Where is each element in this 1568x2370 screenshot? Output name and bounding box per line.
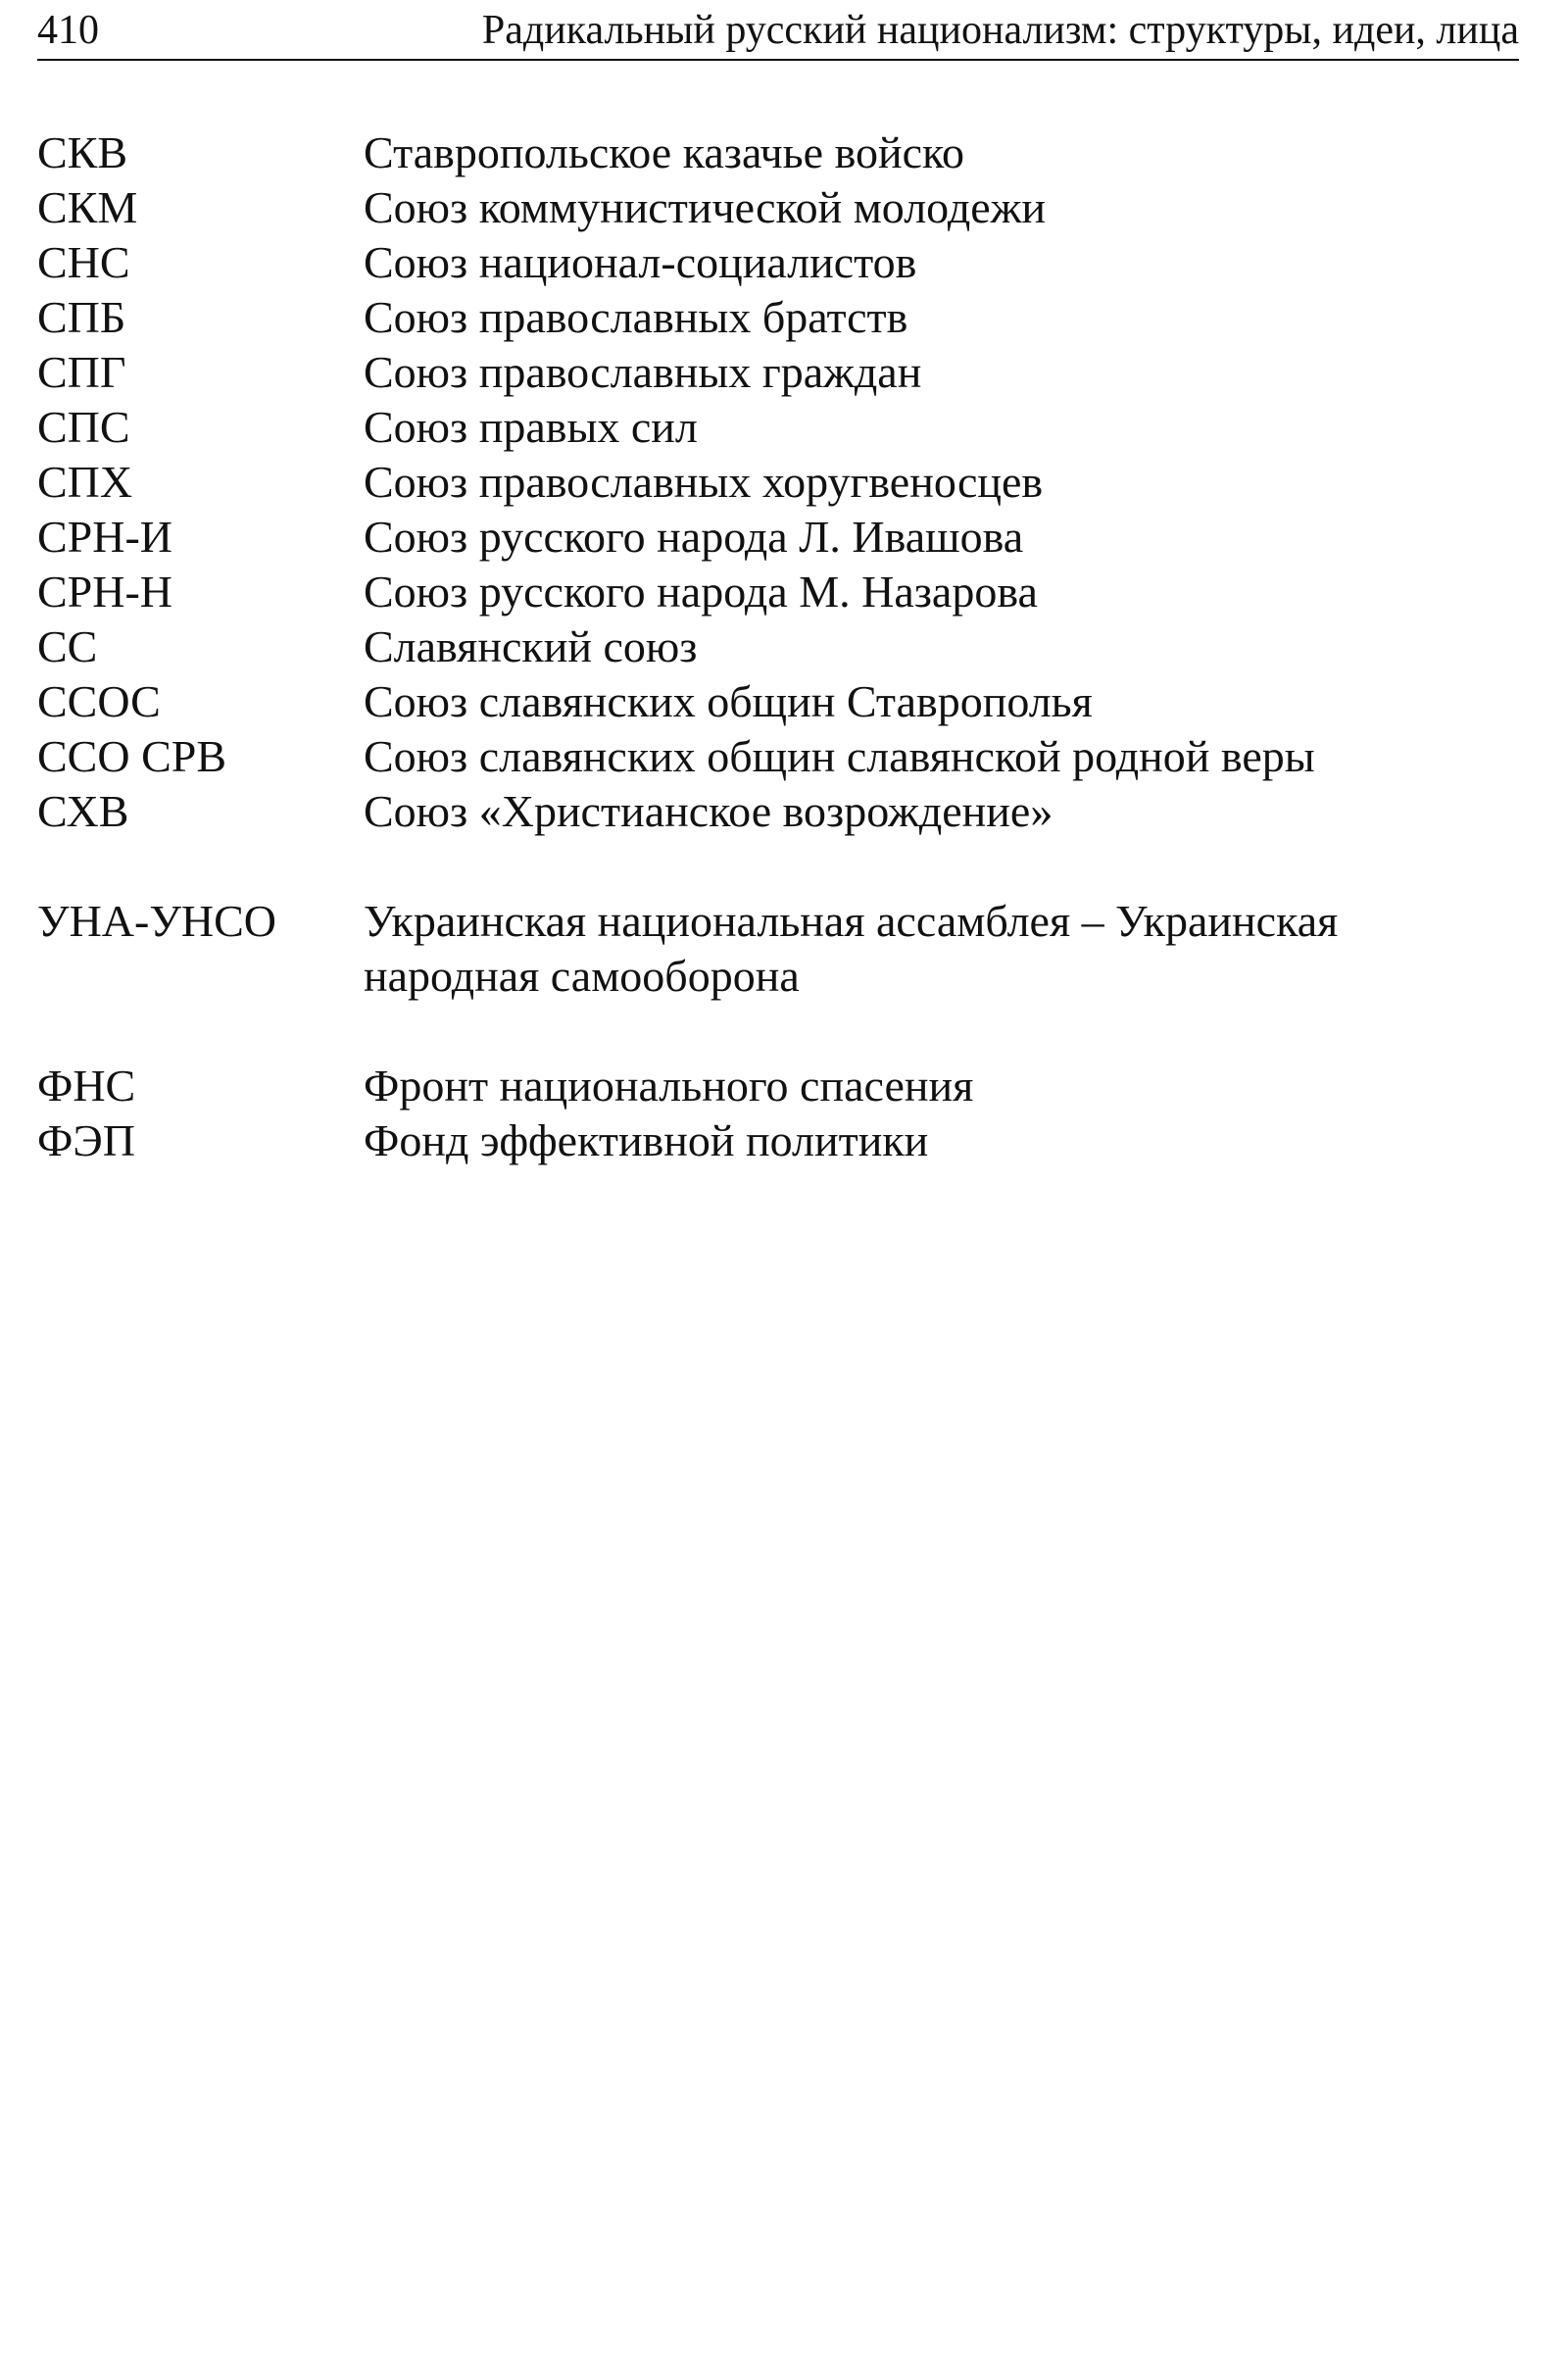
abbreviation-description: Ставропольское казачье войско [364, 127, 965, 177]
abbreviation-description: Союз русского народа М. Назарова [364, 567, 1038, 617]
abbreviation-list [37, 125, 1519, 1168]
abbreviation-description: Союз православных хоругвеносцев [364, 457, 1044, 507]
abbreviation-row [37, 400, 1519, 455]
abbreviation-code: СКВ [37, 127, 128, 177]
abbreviation-code: СРН-Н [37, 567, 173, 617]
abbreviation-code: СХВ [37, 786, 129, 836]
abbreviation-code: СПХ [37, 457, 133, 507]
abbreviation-description: Союз славянских общин Ставрополья [364, 676, 1093, 726]
abbreviation-row [37, 619, 1519, 674]
abbreviation-code: СНС [37, 237, 130, 287]
page-header [37, 0, 1519, 61]
abbreviation-row [37, 290, 1519, 345]
abbreviation-code: ССОС [37, 676, 161, 726]
abbreviation-row [37, 180, 1519, 235]
abbreviation-code: СС [37, 621, 98, 671]
abbreviation-description: Союз национал-социалистов [364, 237, 917, 287]
abbreviation-code: ФНС [37, 1061, 136, 1111]
abbreviation-row [37, 894, 1519, 1004]
running-title: Радикальный русский национализм: структуры, идеи, лица [481, 8, 1519, 53]
abbreviation-row [37, 510, 1519, 565]
abbreviation-row [37, 345, 1519, 400]
abbreviation-code: ФЭП [37, 1115, 135, 1165]
abbreviation-description: Фронт национального спасения [364, 1061, 974, 1111]
abbreviation-description: Славянский союз [364, 621, 698, 671]
abbreviation-row [37, 455, 1519, 510]
abbreviation-row [37, 565, 1519, 619]
abbreviation-code: СПС [37, 402, 130, 452]
abbreviation-description: Союз правых сил [364, 402, 698, 452]
abbreviation-description: Украинская национальная ассамблея – Украинская народная самооборона [364, 896, 1339, 1001]
abbreviation-description: Союз православных братств [364, 292, 908, 342]
abbreviation-row [37, 125, 1519, 180]
abbreviation-code: СПГ [37, 347, 126, 397]
abbreviation-description: Союз «Христианское возрождение» [364, 786, 1054, 836]
abbreviation-description: Союз православных граждан [364, 347, 922, 397]
abbreviation-description: Союз русского народа Л. Ивашова [364, 512, 1024, 562]
abbreviation-code: СКМ [37, 182, 138, 232]
abbreviation-row [37, 674, 1519, 729]
abbreviation-code: УНА-УНСО [37, 896, 277, 946]
abbreviation-row [37, 235, 1519, 290]
abbreviation-row [37, 729, 1519, 784]
abbreviation-description: Союз коммунистической молодежи [364, 182, 1047, 232]
abbreviation-code: СПБ [37, 292, 126, 342]
page-number: 410 [37, 8, 99, 53]
abbreviation-row [37, 784, 1519, 839]
abbreviation-code: ССО СРВ [37, 731, 227, 781]
abbreviation-row [37, 1113, 1519, 1168]
abbreviation-description: Союз славянских общин славянской родной веры [364, 731, 1315, 781]
abbreviation-row [37, 1059, 1519, 1113]
abbreviation-code: СРН-И [37, 512, 173, 562]
abbreviation-description: Фонд эффективной политики [364, 1115, 929, 1165]
